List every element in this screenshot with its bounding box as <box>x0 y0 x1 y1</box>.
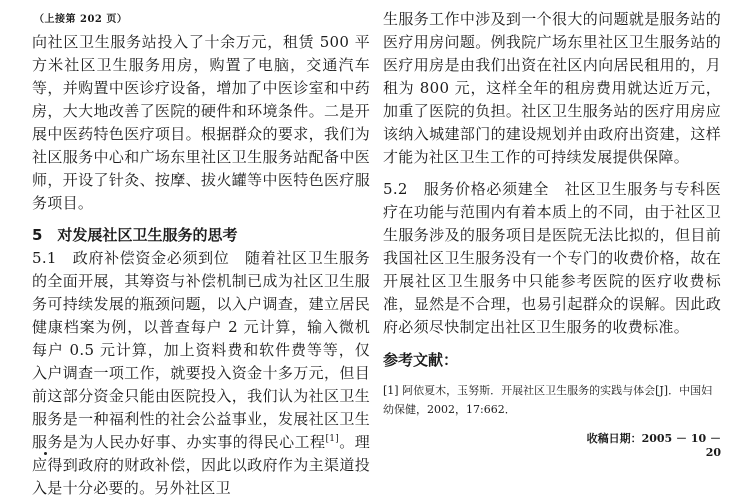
citation-marker: [1] <box>325 434 340 444</box>
paragraph-5-1-text-continued: 。理应得到政府的财政补偿，因此以政府作为主渠道投入是十分必要的。另外社区卫 <box>32 433 370 497</box>
references-heading: 参考文献： <box>383 351 459 369</box>
received-date: 收稿日期：2005 － 10 － 20 <box>586 432 721 459</box>
page-dot <box>44 452 47 455</box>
section-5-heading: 5 对发展社区卫生服务的思考 <box>32 226 238 244</box>
continuation-note: （上接第 202 页） <box>34 14 128 25</box>
paragraph-continued: 生服务工作中涉及到一个很大的问题就是服务站的医疗用房问题。例我院广场东里社区卫生服务站的医疗用房是由我们出资在社区内向居民租用的，月租为 800 元，这样全年的租房费用就达近万元，加重了医院的负担。社区卫生服务站的医疗用房应该纳入城建部门的建设规划并由政府出资建，这样才能为社区卫生工作的可持续发展提供保障。 <box>383 10 721 166</box>
reference-item: [1] 阿依夏木，玉努斯．开展社区卫生服务的实践与体会[J]．中国妇幼保健，2002，17:662． <box>383 384 713 416</box>
paragraph-intro: 向社区卫生服务站投入了十余万元，租赁 500 平方米社区卫生服务用房，购置了电脑，交通汽车等，并购置中医诊疗设备，增加了中医诊室和中药房，大大地改善了医院的硬件和环境条件。二是开展中医药特色医疗项目。根据群众的要求，我们为社区服务中心和广场东里社区卫生服务站配备中医师，开设了针灸、按摩、拔火罐等中医特色医疗服务项目。 <box>32 33 370 212</box>
paragraph-5-2: 5.2 服务价格必须建全 社区卫生服务与专科医疗在功能与范围内有着本质上的不同，由于社区卫生服务涉及的服务项目是医院无法比拟的，但目前我国社区卫生服务没有一个专门的收费价格，故在开展社区卫生服务中只能参考医院的医疗收费标准，显然是不合理，也易引起群众的误解。因此政府必须尽快制定出社区卫生服务的收费标准。 <box>383 180 721 336</box>
paragraph-5-1-text: 5.1 政府补偿资金必须到位 随着社区卫生服务的全面开展，其筹资与补偿机制已成为社区卫生服务可持续发展的瓶颈问题，以入户调查，建立居民健康档案为例，以普查每户 2 元计算，输入微机每户 0.5 元计算，加上资料费和软件费等等，仅入户调查一项工作，就要投入资金十多万元，但目前这部分资金只能由医院投入，我们认为社区卫生服务是一种福利性的社会公益事业，发展社区卫生服务是为人民办好事、办实事的得民心工程 <box>32 249 370 451</box>
paragraph-5-1 <box>32 247 370 500</box>
